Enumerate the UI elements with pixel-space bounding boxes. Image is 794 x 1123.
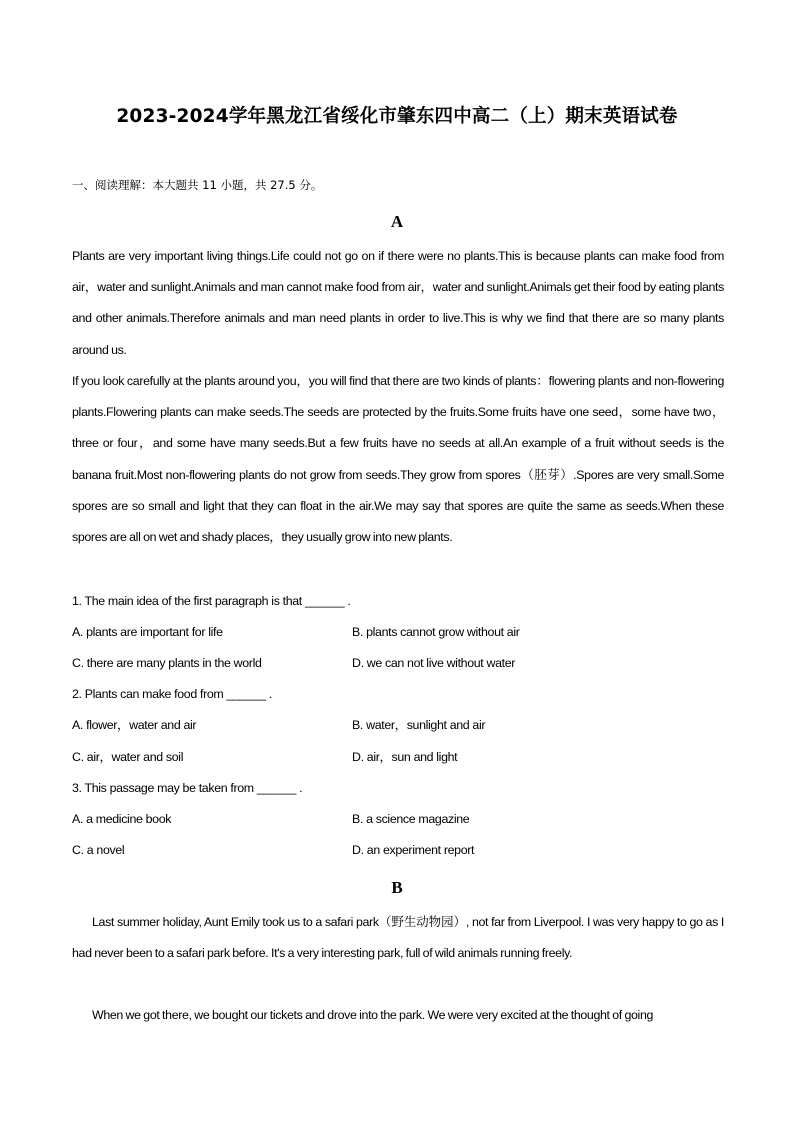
question-2-option-c[interactable]: C. air，water and soil: [72, 750, 184, 764]
passage-b-paragraph-2: When we got there, we bought our tickets and drove into the park. We were very excited at the thought of going: [92, 1008, 654, 1022]
question-2-option-b[interactable]: B. water，sunlight and air: [352, 718, 486, 732]
question-1-stem: 1. The main idea of the first paragraph is that ______ .: [72, 594, 351, 608]
exam-title: 2023-2024学年黑龙江省绥化市肇东四中高二（上）期末英语试卷: [116, 106, 678, 127]
question-1-option-a[interactable]: A. plants are important for life: [72, 625, 223, 639]
question-2-stem: 2. Plants can make food from ______ .: [72, 687, 272, 701]
question-3-stem: 3. This passage may be taken from ______ .: [72, 781, 303, 795]
passage-a-paragraph-2: If you look carefully at the plants around you，you will find that there are two kinds of plants：flowering plants and non-flowering plants.Flowering plants can make seeds.The seeds are protected by the fruits.Some fruits have one seed，some have two，three or four，and some have many seeds.But a few fruits have no seeds at all.An example of a fruit without seeds is the banana fruit.Most non-flowering plants do not grow from seeds.They grow from spores（胚芽）.Spores are very small.Some spores are so small and light that they can float in the air.We may say that spores are quite the same as seeds.When these spores are all on wet and shady places，they usually grow into new plants.: [72, 374, 724, 545]
question-1-option-d[interactable]: D. we can not live without water: [352, 656, 516, 670]
passage-a-paragraph-1: Plants are very important living things.Life could not go on if there were no plants.This is because plants can make food from air，water and sunlight.Animals and man cannot make food from air，water and sunlight.Animals get their food by eating plants and other animals.Therefore animals and man need plants in order to live.This is why we find that there are so many plants around us.: [72, 249, 724, 357]
passage-b-paragraph-1: Last summer holiday, Aunt Emily took us to a safari park（野生动物园）, not far from Liverpool. I was very happy to go as I had never been to a safari park before. It's a very interesting park, full of wild animals running freely.: [72, 915, 724, 961]
question-3-option-b[interactable]: B. a science magazine: [352, 812, 470, 826]
passage-a-label: A: [390, 212, 404, 231]
section-heading: 一、阅读理解：本大题共 11 小题，共 27.5 分。: [72, 178, 323, 192]
question-1-option-b[interactable]: B. plants cannot grow without air: [352, 625, 520, 639]
question-3-option-a[interactable]: A. a medicine book: [72, 812, 172, 826]
question-2-option-a[interactable]: A. flower，water and air: [72, 718, 197, 732]
question-1-option-c[interactable]: C. there are many plants in the world: [72, 656, 262, 670]
passage-b-label: B: [391, 878, 403, 897]
question-3-option-d[interactable]: D. an experiment report: [352, 843, 475, 857]
question-2-option-d[interactable]: D. air，sun and light: [352, 750, 458, 764]
question-3-option-c[interactable]: C. a novel: [72, 843, 125, 857]
